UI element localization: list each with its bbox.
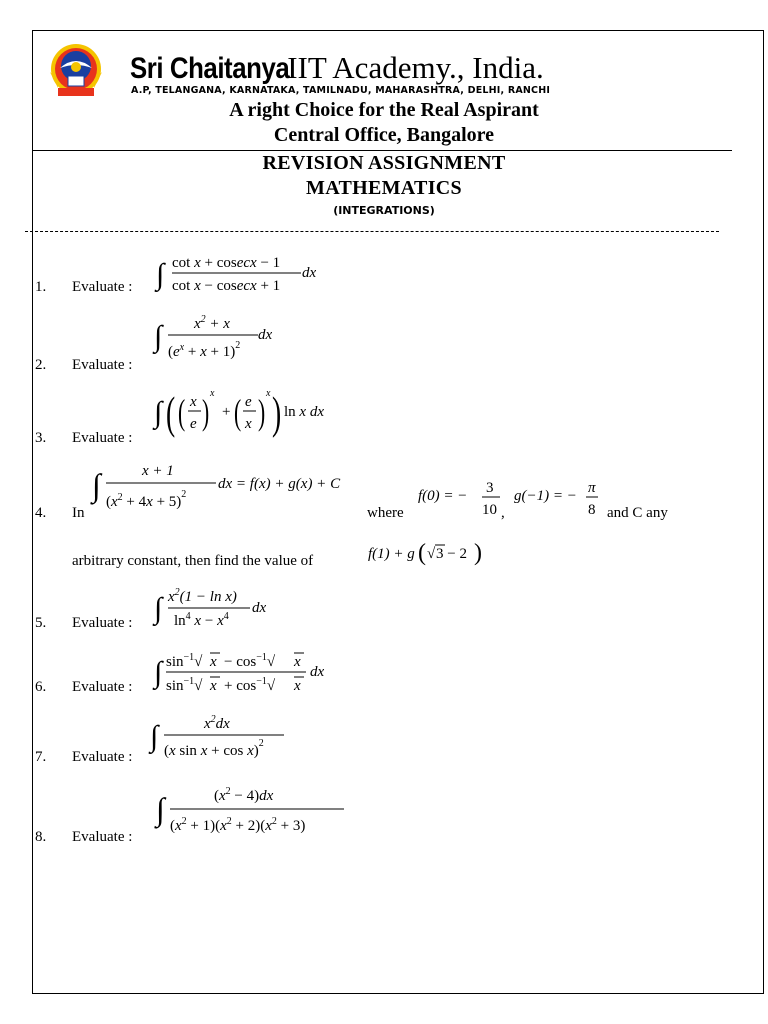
- brand-bold: Sri Chaitanya: [130, 52, 290, 85]
- question-2-number: 2.: [35, 357, 47, 373]
- svg-text:dx: dx: [310, 664, 325, 680]
- svg-text:10: 10: [482, 502, 497, 518]
- svg-text:3 − 2: 3 − 2: [436, 546, 467, 562]
- svg-text:dx: dx: [302, 265, 317, 281]
- question-3-number: 3.: [35, 430, 47, 446]
- svg-text:(x2 + 4x + 5)2: $(x^2 + 4x + 5)^2$: [106, 489, 187, 510]
- svg-text:3: 3: [486, 480, 494, 496]
- svg-text:√: √: [427, 546, 436, 562]
- svg-text:∫: ∫: [92, 467, 101, 503]
- question-3-integral: [154, 384, 344, 447]
- svg-text:∫: ∫: [154, 396, 163, 429]
- header-divider: [32, 150, 732, 151]
- svg-text:ln x dx: ln x dx: [284, 404, 324, 420]
- question-1-integral: [156, 246, 336, 303]
- svg-text:): ): [474, 540, 482, 566]
- question-7-integral: [150, 708, 300, 769]
- question-6-integral: [154, 646, 334, 703]
- svg-text:8: 8: [588, 502, 596, 518]
- question-1-number: 1.: [35, 279, 47, 295]
- question-8-integral: [156, 778, 356, 849]
- svg-text:cot x − cosecx + 1: cot x − cosecx + 1: [172, 278, 281, 294]
- question-2-integral: [154, 308, 294, 375]
- svg-text:x: x: [294, 654, 301, 670]
- svg-text:(: (: [418, 540, 426, 566]
- academy-logo: [44, 42, 108, 100]
- svg-text:x2(1 − ln x): $x^2(1 - \ln x)$: [168, 587, 237, 605]
- svg-text:f(1) + g: f(1) + g: [368, 546, 415, 562]
- svg-text:x: x: [245, 416, 252, 432]
- svg-text:dx: dx: [258, 327, 273, 343]
- svg-text:sin−1√: $\sin^{-1}√$: [166, 652, 203, 670]
- svg-text:(: (: [178, 393, 186, 433]
- brand-rest: IIT Academy., India.: [287, 50, 544, 85]
- question-8-label: Evaluate :: [72, 829, 133, 845]
- svg-text:x: x: [266, 388, 271, 399]
- question-4-where: where: [367, 505, 404, 521]
- subject-title: MATHEMATICS: [306, 177, 462, 199]
- svg-text:dx = f(x) + g(x) + C: dx = f(x) + g(x) + C: [218, 476, 341, 492]
- svg-text:(: (: [234, 393, 242, 433]
- svg-text:e: e: [245, 394, 252, 410]
- svg-text:∫: ∫: [156, 791, 165, 827]
- question-7-number: 7.: [35, 749, 47, 765]
- svg-text:): ): [258, 393, 266, 433]
- svg-text:x2 + x: $x^2 + x$: [194, 314, 230, 332]
- svg-text:π: π: [588, 480, 596, 496]
- question-2-label: Evaluate :: [72, 357, 133, 373]
- question-5-integral: [154, 582, 284, 639]
- question-8-number: 8.: [35, 829, 47, 845]
- question-4-constant: and C any: [607, 505, 668, 521]
- question-5-label: Evaluate :: [72, 615, 133, 631]
- svg-text:x: x: [294, 678, 301, 694]
- svg-text:e: e: [190, 416, 197, 432]
- question-3-label: Evaluate :: [72, 430, 133, 446]
- svg-text:(ex + x + 1)2: $(e^x + x + 1)^2$: [168, 340, 241, 360]
- svg-text:f(0) = −: f(0) = −: [418, 488, 468, 504]
- svg-text:∫: ∫: [154, 320, 163, 353]
- question-4-line2: arbitrary constant, then find the value of: [72, 553, 314, 569]
- office-location: Central Office, Bangalore: [273, 124, 495, 146]
- svg-text:x: x: [210, 678, 217, 694]
- question-4-integral: [92, 456, 372, 525]
- states-list: A.P, TELANGANA, KARNATAKA, TAMILNADU, MAHARASHTRA, DELHI, RANCHI: [131, 85, 551, 96]
- svg-text:g(−1) = −: g(−1) = −: [514, 488, 577, 504]
- svg-text:− cos−1√: − $\cos^{-1}√$: [224, 652, 276, 670]
- question-4-conditions: [416, 476, 606, 525]
- question-5-number: 5.: [35, 615, 47, 631]
- assignment-title: REVISION ASSIGNMENT: [262, 152, 506, 174]
- question-4-number: 4.: [35, 505, 47, 521]
- svg-text:∫: ∫: [150, 720, 159, 753]
- topic-title: (INTEGRATIONS): [333, 204, 435, 217]
- svg-text:+: +: [222, 404, 231, 420]
- svg-text:(: (: [166, 387, 176, 439]
- question-6-label: Evaluate :: [72, 679, 133, 695]
- academy-name: [130, 50, 544, 86]
- tagline: A right Choice for the Real Aspirant: [229, 99, 539, 121]
- svg-text:(x2 + 1)(x2 + 2)(x2 + 3): $(x^2 + 1)(x^2 + 2)(x^2 + 3)$: [170, 816, 306, 834]
- svg-text:sin−1√: $\sin^{-1}√$: [166, 676, 203, 694]
- question-7-label: Evaluate :: [72, 749, 133, 765]
- question-4-label: In: [72, 505, 85, 521]
- svg-text:dx: dx: [252, 600, 267, 616]
- question-6-number: 6.: [35, 679, 47, 695]
- dashed-divider: [25, 231, 719, 232]
- svg-text:): ): [202, 393, 210, 433]
- svg-text:cot x + cosecx − 1: cot x + cosecx − 1: [172, 255, 281, 271]
- question-4-comma: ,: [501, 505, 505, 521]
- svg-text:(x2 − 4)dx: $(x^2 - 4)dx$: [214, 786, 274, 804]
- svg-text:ln4 x − x4: $\ln^4 x - x^4$: [174, 611, 229, 629]
- svg-text:∫: ∫: [154, 656, 163, 689]
- svg-text:x: x: [210, 388, 215, 399]
- question-4-target: [368, 538, 498, 573]
- svg-text:∫: ∫: [156, 258, 165, 291]
- svg-text:): ): [272, 387, 282, 439]
- question-1-label: Evaluate :: [72, 279, 133, 295]
- svg-text:+ cos−1√: + $\cos^{-1}√$: [224, 676, 276, 694]
- svg-text:∫: ∫: [154, 592, 163, 625]
- svg-text:x + 1: x + 1: [142, 463, 174, 479]
- svg-text:x2dx: $x^2dx$: [204, 714, 230, 732]
- svg-text:x: x: [210, 654, 217, 670]
- svg-text:(x sin x + cos x)2: (x sin x + cos x)$^2$: [164, 738, 264, 759]
- svg-text:x: x: [190, 394, 197, 410]
